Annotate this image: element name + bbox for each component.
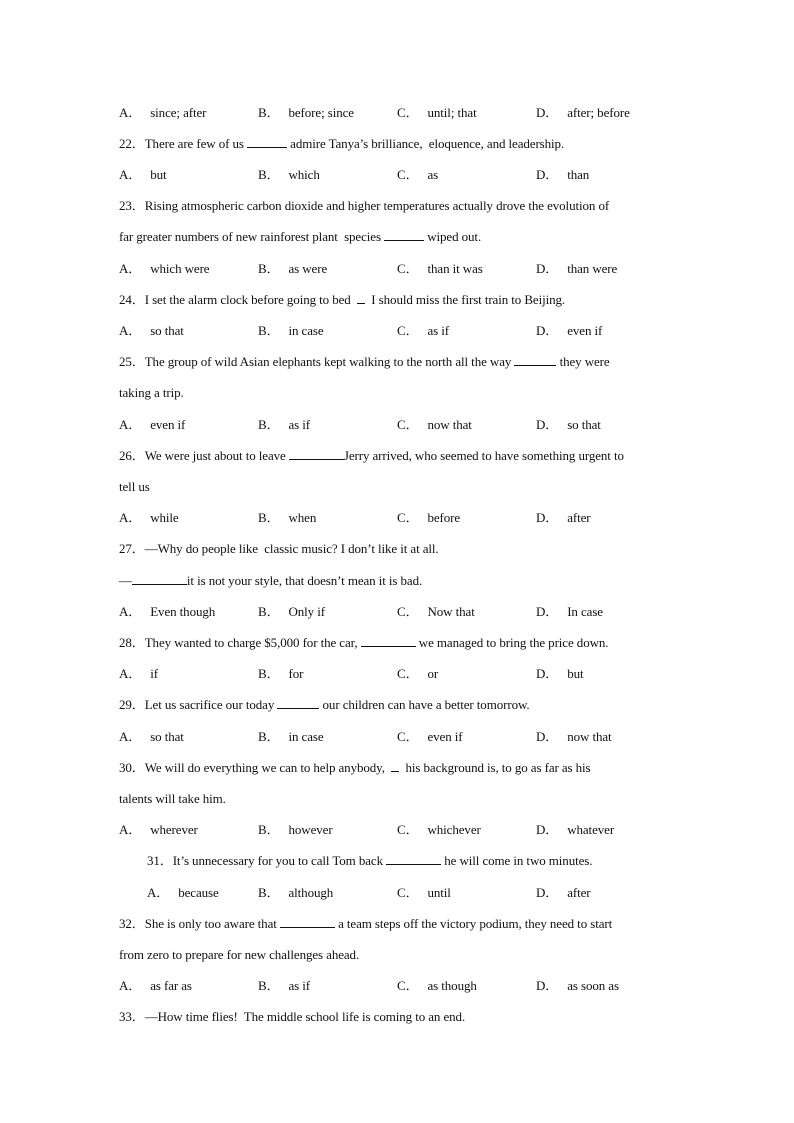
option-b[interactable]: B． in case: [258, 729, 324, 744]
question-stem-q31: 31．It’s unnecessary for you to call Tom back he will come in two minutes.: [147, 853, 593, 868]
question-stem-q25: 25．The group of wild Asian elephants kept walking to the north all the way they were: [119, 354, 610, 369]
option-b[interactable]: B． as were: [258, 261, 328, 276]
answer-blank[interactable]: [289, 446, 344, 460]
option-d[interactable]: D． after: [536, 510, 591, 525]
options-row-q26: [119, 508, 689, 528]
option-c[interactable]: C． now that: [397, 417, 472, 432]
question-stem-q22: 22．There are few of us admire Tanya’s brilliance, eloquence, and leadership.: [119, 136, 565, 151]
option-b[interactable]: B． however: [258, 822, 333, 837]
option-c[interactable]: C． whichever: [397, 822, 481, 837]
options-row-q32: [119, 976, 689, 996]
question-stem-continued-q27: — it is not your style, that doesn’t mean it is bad.: [119, 573, 423, 588]
option-c[interactable]: C． as if: [397, 323, 450, 338]
question-stem-continued-q26: tell us: [119, 479, 150, 494]
option-a[interactable]: A． while: [119, 510, 179, 525]
option-c[interactable]: C． until; that: [397, 105, 477, 120]
answer-blank[interactable]: [277, 695, 319, 709]
option-a[interactable]: A． which were: [119, 261, 210, 276]
option-a[interactable]: A． as far as: [119, 978, 192, 993]
option-c[interactable]: C． before: [397, 510, 461, 525]
option-d[interactable]: D． than were: [536, 261, 618, 276]
question-stem-q27: 27．—Why do people like classic music? I don’t like it at all.: [119, 541, 439, 556]
option-d[interactable]: D． even if: [536, 323, 603, 338]
answer-blank[interactable]: [361, 633, 416, 647]
option-c[interactable]: C． as: [397, 167, 439, 182]
option-a[interactable]: A． but: [119, 167, 167, 182]
question-stem-q29: 29．Let us sacrifice our today our children can have a better tomorrow.: [119, 697, 530, 712]
question-stem-continued-q32: from zero to prepare for new challenges ahead.: [119, 947, 360, 962]
answer-blank[interactable]: [357, 290, 365, 304]
options-row-q21: [119, 103, 689, 123]
question-stem-q26: 26．We were just about to leave Jerry arrived, who seemed to have something urgent to: [119, 448, 624, 463]
question-stem-q23: 23．Rising atmospheric carbon dioxide and higher temperatures actually drove the evolution of: [119, 198, 610, 213]
answer-blank[interactable]: [391, 758, 399, 772]
option-d[interactable]: D． whatever: [536, 822, 615, 837]
answer-blank[interactable]: [132, 571, 187, 585]
option-a[interactable]: A． even if: [119, 417, 186, 432]
option-d[interactable]: D． as soon as: [536, 978, 619, 993]
option-a[interactable]: A． so that: [119, 323, 184, 338]
question-stem-q33: 33．—How time flies! The middle school life is coming to an end.: [119, 1009, 466, 1024]
question-stem-q28: 28．They wanted to charge $5,000 for the car, we managed to bring the price down.: [119, 635, 609, 650]
answer-blank[interactable]: [280, 914, 335, 928]
question-stem-q32: 32．She is only too aware that a team steps off the victory podium, they need to start: [119, 916, 613, 931]
option-a[interactable]: A． Even though: [119, 604, 216, 619]
options-row-q23: [119, 259, 689, 279]
option-d[interactable]: D． after; before: [536, 105, 630, 120]
answer-blank[interactable]: [384, 227, 424, 241]
options-row-q25: [119, 415, 689, 435]
option-c[interactable]: C． or: [397, 666, 439, 681]
option-d[interactable]: D． now that: [536, 729, 612, 744]
option-c[interactable]: C． even if: [397, 729, 463, 744]
option-a[interactable]: A． because: [147, 885, 219, 900]
option-d[interactable]: D． after: [536, 885, 591, 900]
option-d[interactable]: D． but: [536, 666, 584, 681]
options-row-q30: [119, 820, 689, 840]
options-row-q27: [119, 602, 689, 622]
question-stem-continued-q23: far greater numbers of new rainforest plant species wiped out.: [119, 229, 482, 244]
option-c[interactable]: C． as though: [397, 978, 477, 993]
option-d[interactable]: D． In case: [536, 604, 603, 619]
options-row-q22: [119, 165, 689, 185]
option-d[interactable]: D． than: [536, 167, 590, 182]
option-b[interactable]: B． as if: [258, 978, 311, 993]
question-stem-continued-q30: talents will take him.: [119, 791, 226, 806]
options-row-q28: [119, 664, 689, 684]
option-c[interactable]: C． Now that: [397, 604, 475, 619]
question-stem-q30: 30．We will do everything we can to help anybody, his background is, to go as far as his: [119, 760, 591, 775]
options-row-q24: [119, 321, 689, 341]
options-row-q31: [147, 883, 717, 903]
option-a[interactable]: A． since; after: [119, 105, 207, 120]
question-stem-q24: 24．I set the alarm clock before going to bed I should miss the first train to Beijing.: [119, 292, 566, 307]
option-b[interactable]: B． Only if: [258, 604, 325, 619]
answer-blank[interactable]: [247, 134, 287, 148]
option-b[interactable]: B． before; since: [258, 105, 354, 120]
question-stem-continued-q25: taking a trip.: [119, 385, 184, 400]
option-b[interactable]: B． although: [258, 885, 334, 900]
option-a[interactable]: A． so that: [119, 729, 184, 744]
options-row-q29: [119, 727, 689, 747]
option-b[interactable]: B． as if: [258, 417, 311, 432]
answer-blank[interactable]: [386, 851, 441, 865]
answer-blank[interactable]: [514, 352, 556, 366]
option-b[interactable]: B． for: [258, 666, 304, 681]
option-b[interactable]: B． in case: [258, 323, 324, 338]
option-c[interactable]: C． until: [397, 885, 451, 900]
option-c[interactable]: C． than it was: [397, 261, 483, 276]
option-a[interactable]: A． if: [119, 666, 158, 681]
option-a[interactable]: A． wherever: [119, 822, 198, 837]
option-b[interactable]: B． which: [258, 167, 320, 182]
option-d[interactable]: D． so that: [536, 417, 601, 432]
option-b[interactable]: B． when: [258, 510, 317, 525]
